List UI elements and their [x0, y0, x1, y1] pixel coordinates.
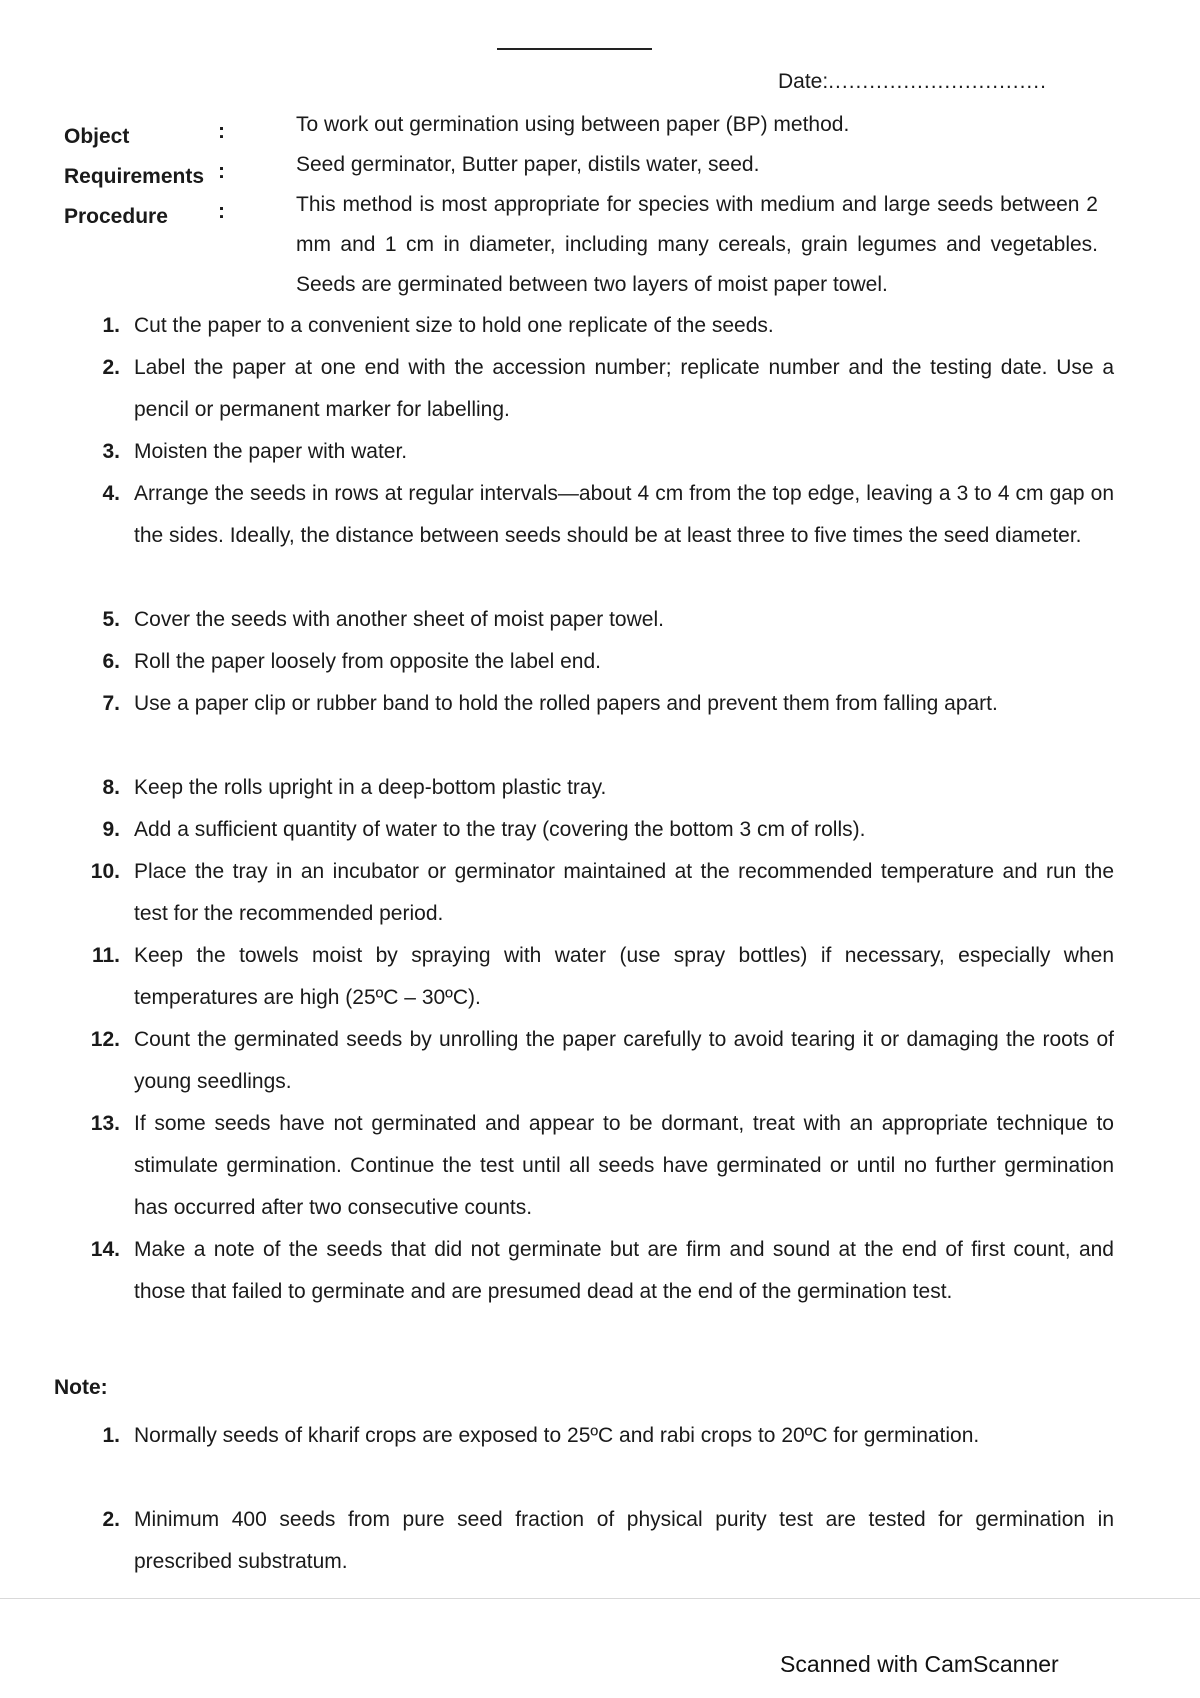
footer-rule [0, 1598, 1200, 1599]
step-text: If some seeds have not germinated and appear to be dormant, treat with an appropriate technique to stimulate germination. Continue the test until all seeds have germinated or until no further germination has occurred after two consecutive counts. [134, 1112, 1114, 1219]
procedure-label: Procedure [64, 205, 168, 228]
object-label: Object [64, 125, 130, 148]
step-text: Make a note of the seeds that did not germinate but are firm and sound at the end of first count, and those that failed to germinate and are presumed dead at the end of the germination test. [134, 1238, 1114, 1303]
step-text: Add a sufficient quantity of water to the tray (covering the bottom 3 cm of rolls). [134, 818, 866, 841]
note-text: Minimum 400 seeds from pure seed fraction of physical purity test are tested for germination in prescribed substratum. [134, 1508, 1114, 1573]
object-colon: : [218, 120, 225, 143]
requirements-label: Requirements [64, 165, 205, 188]
note-number: 2. [102, 1508, 120, 1531]
step-text: Roll the paper loosely from opposite the label end. [134, 650, 601, 673]
step-number: 11. [91, 944, 120, 967]
step-number: 4. [102, 482, 120, 505]
date-label: Date: [778, 70, 829, 93]
step-text: Place the tray in an incubator or germinator maintained at the recommended temperature and run the test for the recommended period. [134, 860, 1114, 925]
procedure-colon: : [218, 200, 225, 223]
step-number: 6. [102, 650, 120, 673]
scanner-watermark: Scanned with CamScanner [780, 1651, 1059, 1677]
object-text: To work out germination using between paper (BP) method. [296, 113, 850, 136]
requirements-text: Seed germinator, Butter paper, distils water, seed. [296, 153, 760, 176]
step-number: 9. [102, 818, 120, 841]
step-number: 1. [102, 314, 120, 337]
top-rule [497, 48, 652, 50]
step-number: 2. [102, 356, 120, 379]
step-number: 5. [102, 608, 120, 631]
step-text: Cut the paper to a convenient size to hold one replicate of the seeds. [134, 314, 774, 337]
step-text: Use a paper clip or rubber band to hold the rolled papers and prevent them from falling apart. [134, 692, 998, 715]
step-number: 14. [90, 1238, 120, 1261]
step-number: 7. [102, 692, 120, 715]
note-number: 1. [102, 1424, 120, 1447]
requirements-colon: : [218, 160, 225, 183]
step-text: Cover the seeds with another sheet of moist paper towel. [134, 608, 664, 631]
step-text: Label the paper at one end with the accession number; replicate number and the testing date. Use a pencil or permanent marker for labelling. [134, 356, 1114, 421]
step-text: Keep the towels moist by spraying with water (use spray bottles) if necessary, especially when temperatures are high (25ºC – 30ºC). [134, 944, 1114, 1009]
step-number: 10. [90, 860, 120, 883]
step-text: Moisten the paper with water. [134, 440, 408, 463]
step-text: Count the germinated seeds by unrolling the paper carefully to avoid tearing it or damaging the roots of young seedlings. [134, 1028, 1114, 1093]
date-line [778, 70, 1047, 94]
procedure-text: This method is most appropriate for species with medium and large seeds between 2 mm and 1 cm in diameter, including many cereals, grain legumes and vegetables. Seeds are germinated between two layers of moist paper towel. [296, 193, 1098, 296]
step-number: 13. [90, 1112, 120, 1135]
step-number: 3. [102, 440, 120, 463]
note-text: Normally seeds of kharif crops are exposed to 25ºC and rabi crops to 20ºC for germination. [134, 1424, 980, 1447]
step-text: Keep the rolls upright in a deep-bottom plastic tray. [134, 776, 607, 799]
step-number: 8. [102, 776, 120, 799]
step-number: 12. [90, 1028, 120, 1051]
date-blank: ................................ [828, 70, 1047, 93]
step-text: Arrange the seeds in rows at regular intervals—about 4 cm from the top edge, leaving a 3 to 4 cm gap on the sides. Ideally, the distance between seeds should be at least three to five times the seed diameter. [134, 482, 1114, 547]
note-label: Note: [54, 1376, 108, 1399]
